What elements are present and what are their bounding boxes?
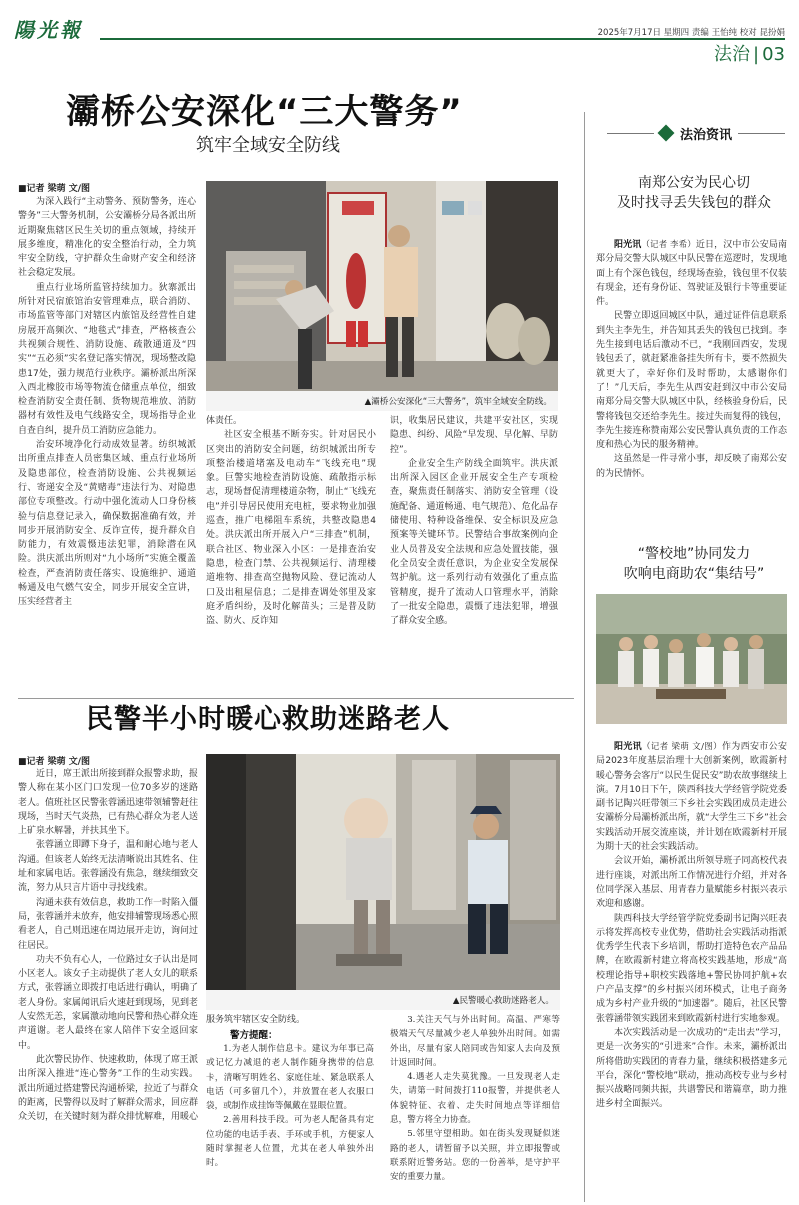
article1-column-1 xyxy=(18,195,196,695)
page-number: 03 xyxy=(762,44,785,65)
article1-photo xyxy=(206,181,558,411)
paragraph: 张蓉涵立即蹲下身子，温和耐心地与老人沟通。但该老人始终无法清晰说出其姓名、住址和家属电话。张蓉涵没有焦急，继续细致交流，努力从只言片语中寻找线索。 xyxy=(18,840,198,894)
sidebar-section-tag xyxy=(607,122,785,144)
paragraph xyxy=(596,740,787,854)
paragraph: 企业安全生产防线全面筑牢。洪庆派出所深入园区企业开展安全生产专项检查，聚焦责任制落实、消防安全管理（设施配备、通道畅通、电气规范）、危化品存储使用、特种设备维保、安全标识及应急预案等关键环节。民警结合事故案例向企业人员普及安全法规和应急处置技能，强化全员安全责任意识，为企业安全发展保驾护航。这一系列行动有效强化了重点监管精度，提升了流动人口管理水平，消除了一批安全隐患，震慑了违法犯罪，增强了群众安全感。 xyxy=(390,458,558,627)
paragraph: 此次警民协作、快速救助，体现了席王派出所深入推进“连心警务”工作的生动实践。派出所通过搭建警民沟通桥梁，拉近了与群众的距离，民警得以及时了解群众需求，回应群众关切，在关键时刻为群众排忧解难，用暖心 xyxy=(18,1054,198,1123)
article1-photo-caption: ▲灞桥公安深化“三大警务”，筑牢全域安全防线。 xyxy=(364,397,552,407)
tip-item: 1.为老人制作信息卡。建议为年事已高或记忆力减退的老人制作随身携带的信息卡，清晰写明姓名、家庭住址、紧急联系人电话（可多留几个），并放置在老人衣服口袋，或制作成挂饰等佩戴在显眼位置。 xyxy=(206,1044,374,1112)
masthead-rule xyxy=(100,38,785,40)
column-divider xyxy=(584,112,585,1202)
paragraph: 会议开始，灞桥派出所领导班子同高校代表进行座谈，对派出所工作情况进行介绍，并对各位同学深入基层、用青春力量赋能乡村振兴表示欢迎和感谢。 xyxy=(596,856,787,910)
section-label: 法治 | 03 xyxy=(714,44,785,65)
article2-byline: ■记者 梁萌 文/图 xyxy=(18,757,91,767)
paragraph-text: 近日，汉中市公安局南郑分局交警大队城区中队民警在巡逻时，发现地面上有个深色钱包，经现场查验，钱包里不仅装有现金，还有身份证、驾驶证及银行卡等重要证件。 xyxy=(596,240,787,308)
paragraph: 陕西科技大学经管学院党委副书记陶兴旺表示将发挥高校专业优势，借助社会实践活动指派优秀学生代表下乡培训，帮助打造特色农产品品牌，在欧霞新村建立将高校实践基地，形成“高校理论指导+职校实践落地+警民协同护航+农户产品支撑”的乡村振兴闭环模式，让电子商务成为乡村产业升级的“加速器”。随后，社区民警张蓉涵带领实践团来到欧霞新村进行实地参观。 xyxy=(596,913,787,1024)
article2-column-2-lead xyxy=(206,1013,374,1027)
article2-tips-col-2 xyxy=(206,1042,374,1199)
tip-item: 3.关注天气与外出时间。高温、严寒等极端天气尽量减少老人单独外出时间。如需外出，尽量有家人陪同或告知家人去向及预计返回时间。 xyxy=(390,1015,560,1068)
paragraph: 重点行业场所监管持续加力。狄寨派出所针对民宿旅馆治安管理难点，联合消防、市场监管等部门对辖区内旅馆及经营性自建房展开高频次、“地毯式”排查，严格核查公共视频合规性、消防设施、疏散通道及“四实”“五必须”实名登记落实情况，现场整改隐患17处，强力规范行业秩序。灞桥派出所深入西北橡胶市场等物流仓储重点单位，细致检查消防安全责任制、货物规范堆放、消防器材有效性及电气线路安全，现场指导企业自查自纠，提升员工消防应急能力。 xyxy=(18,282,196,436)
sidebar-story2-photo xyxy=(596,594,787,724)
sidebar-story2-body xyxy=(596,740,787,1199)
paragraph: 这虽然是一件寻常小事，却反映了南郑公安的为民情怀。 xyxy=(596,454,787,479)
sidebar-story2-title xyxy=(596,544,792,584)
title-line: 南郑公安为民心切 xyxy=(638,175,750,191)
paragraph: 治安环境净化行动成效显著。纺织城派出所重点排查人员密集区域、重点行业场所及隐患部位，检查消防设施、公共视频运行、寄递安全及“黄赌毒”违法行为、对隐患部位专项整改。行动中强化流动人口身份核验与信息登记录入，确保数据准确有效，并同步开展消防安全、反诈宣传，提升群众自防能力，有效震慑违法犯罪，消除潜在风险。洪庆派出所则对“九小场所”实施全覆盖检查，严查消防责任落实、设施维护、通道畅通及电气燃气安全，同步开展安全宣讲，压实经营者主 xyxy=(18,440,196,608)
tag-rule xyxy=(607,133,654,134)
tag-rule xyxy=(738,133,785,134)
paragraph: 识，收集居民建议，共建平安社区，实现隐患、纠纷、风险“早发现、早化解、早防控”。 xyxy=(390,416,558,455)
police-helping-elderly-illustration xyxy=(206,754,560,1010)
article1-headline: 灞桥公安深化“三大警务” xyxy=(66,92,463,132)
tips-title: 警方提醒： xyxy=(230,1030,278,1041)
paragraph: 功夫不负有心人，一位路过女子认出是同小区老人。该女子主动提供了老人女儿的联系方式，张蓉涵立即拨打电话进行确认，明确了老人身份。家属闻讯后火速赶到现场，见到老人安然无恙，家属激动地向民警和热心群众连声道谢。老人最终在家人陪伴下安全返回家中。 xyxy=(18,954,198,1051)
title-line: 及时找寻丢失钱包的群众 xyxy=(617,195,771,211)
paragraph: 民警立即返回城区中队，通过证件信息联系到失主李先生，并告知其丢失的钱包已找到。李先生接到电话后激动不已，“我刚回西安，发现钱包丢了，就赶紧准备挂失所有卡，要不然损失就更大了，幸好你们及时帮助，太感谢你们了！”几天后，李先生从西安赶到汉中市公安局南郑分局交警大队城区中队，经核验身份后，民警将钱包交还给李先生。接过失而复得的钱包，李先生接连称赞南郑公安民警认真负责的工作态度和热心为民的服务精神。 xyxy=(596,311,787,451)
lead-label: 阳光讯 xyxy=(614,240,642,250)
police-inspection-illustration xyxy=(206,181,558,411)
paragraph xyxy=(596,238,787,309)
paragraph: 本次实践活动是一次成功的“走出去”学习，更是一次务实的“引进来”合作。未来，灞桥派出所将借助实践团的青春力量，继续积极搭建多元平台，深化“警校地”联动，推动高校专业与乡村振兴战略同频共振，共谱警民和谐篇章，助力推进乡村全面振兴。 xyxy=(596,1027,787,1110)
section-name: 法治 xyxy=(714,44,751,65)
paragraph: 体责任。 xyxy=(206,416,243,426)
issue-info: 2025年7月17日 星期四 责编 王怡纯 校对 昆扮娟 xyxy=(597,28,785,38)
lead-label: 阳光讯 xyxy=(614,742,643,752)
article2-tips-col-3 xyxy=(390,1013,560,1199)
paragraph: 沟通未获有效信息，救助工作一时陷入僵局，张蓉涵并未放弃，他安排辅警现场悉心照看老人，自己则迅速在周边展开走访，询问过往居民。 xyxy=(18,897,198,951)
article2-column-1 xyxy=(18,767,198,1199)
paragraph: 近日，席王派出所接到群众报警求助，报警人称在某小区门口发现一位70多岁的迷路老人。值班社区民警张蓉涵迅速带领辅警赶往现场，当时天气炎热，已有热心群众为老人送上矿泉水解暑，并扶其坐下。 xyxy=(18,769,198,837)
paragraph: 社区安全根基不断夯实。针对居民小区突出的消防安全问题，纺织城派出所专项整治楼道堵塞及电动车“飞线充电”现象。巨警实地检查消防设施、疏散指示标志，现场督促清理楼道杂物，制止“飞线充电”并引导居民使用充电桩，要求物业加强巡查，推广电梯阻车系统，共整改隐患4处。洪庆派出所开展入户“三排查”机制，联合社区、物业深入小区：一是排查治安隐患，检查门禁、公共视频运行、清理楼道堆物、排查高空抛物风险、登记流动人口及出租屋信息；二是排查调处邻里及家庭矛盾纠纷，及时化解苗头；三是普及防盗、防火、反诈知 xyxy=(206,430,376,627)
paragraph-text: 作为西安市公安局2023年度基层治理十大创新案例，欧霞新村暖心警务会客厅“以民生促民安”助农故事继续上演。7月10日下午，陕西科技大学经管学院党委副书记陶兴旺带领三下乡社会实践团成员走进公安灞桥分局灞桥派出所，就“大学生三下乡”社会实践活动开展交流座谈，并计划在欧霞新村开展为期十天的社会实践活动。 xyxy=(596,742,787,853)
sidebar-section-title: 法治资讯 xyxy=(680,127,733,143)
title-line: 吹响电商助农“集结号” xyxy=(623,566,765,582)
article2-headline: 民警半小时暖心救助迷路老人 xyxy=(86,704,450,735)
tip-item: 2.善用科技手段。可为老人配备具有定位功能的电话手表、手环或手机，方便家人随时掌握老人位置，尤其在老人单独外出时。 xyxy=(206,1115,374,1169)
lead-note: （记者 梁萌 文/图） xyxy=(642,742,722,752)
article1-subhead: 筑牢全域安全防线 xyxy=(196,135,340,156)
tip-item: 4.遇老人走失莫犹豫。一旦发现老人走失，请第一时间拨打110报警，并提供老人体貌特征、衣着、走失时间地点等详细信息，警方将全力协查。 xyxy=(390,1072,560,1126)
sidebar-story1-title xyxy=(596,173,792,213)
article2-photo-caption: ▲民警暖心救助迷路老人。 xyxy=(452,996,554,1006)
paragraph: 为深入践行“主动警务、预防警务，连心警务”三大警务机制，公安灞桥分局各派出所近期聚焦辖区民生关切的重点领域，持续开展多维度，精准化的安全整治行动，全力筑牢安全防线，守护群众生命财产安全和经济社会稳定发展。 xyxy=(18,197,196,279)
diamond-icon xyxy=(658,125,675,142)
paragraph: 服务筑牢辖区安全防线。 xyxy=(206,1015,306,1025)
lead-note: （记者 李希） xyxy=(641,240,696,250)
group-visit-illustration xyxy=(596,594,787,724)
article1-column-2 xyxy=(206,414,376,696)
article1-byline: ■记者 梁萌 文/图 xyxy=(18,184,91,194)
tip-item: 5.邻里守望相助。如在街头发现疑似迷路的老人，请暂留予以关照，并立即报警或联系附近警务站。您的一份善举，是守护平安的重要力量。 xyxy=(390,1129,560,1183)
article1-column-3 xyxy=(390,414,558,696)
article2-photo xyxy=(206,754,560,1010)
sidebar-story1-body xyxy=(596,238,787,500)
title-line: “警校地”协同发力 xyxy=(637,546,751,562)
newspaper-logo: 陽光報 xyxy=(14,18,83,42)
